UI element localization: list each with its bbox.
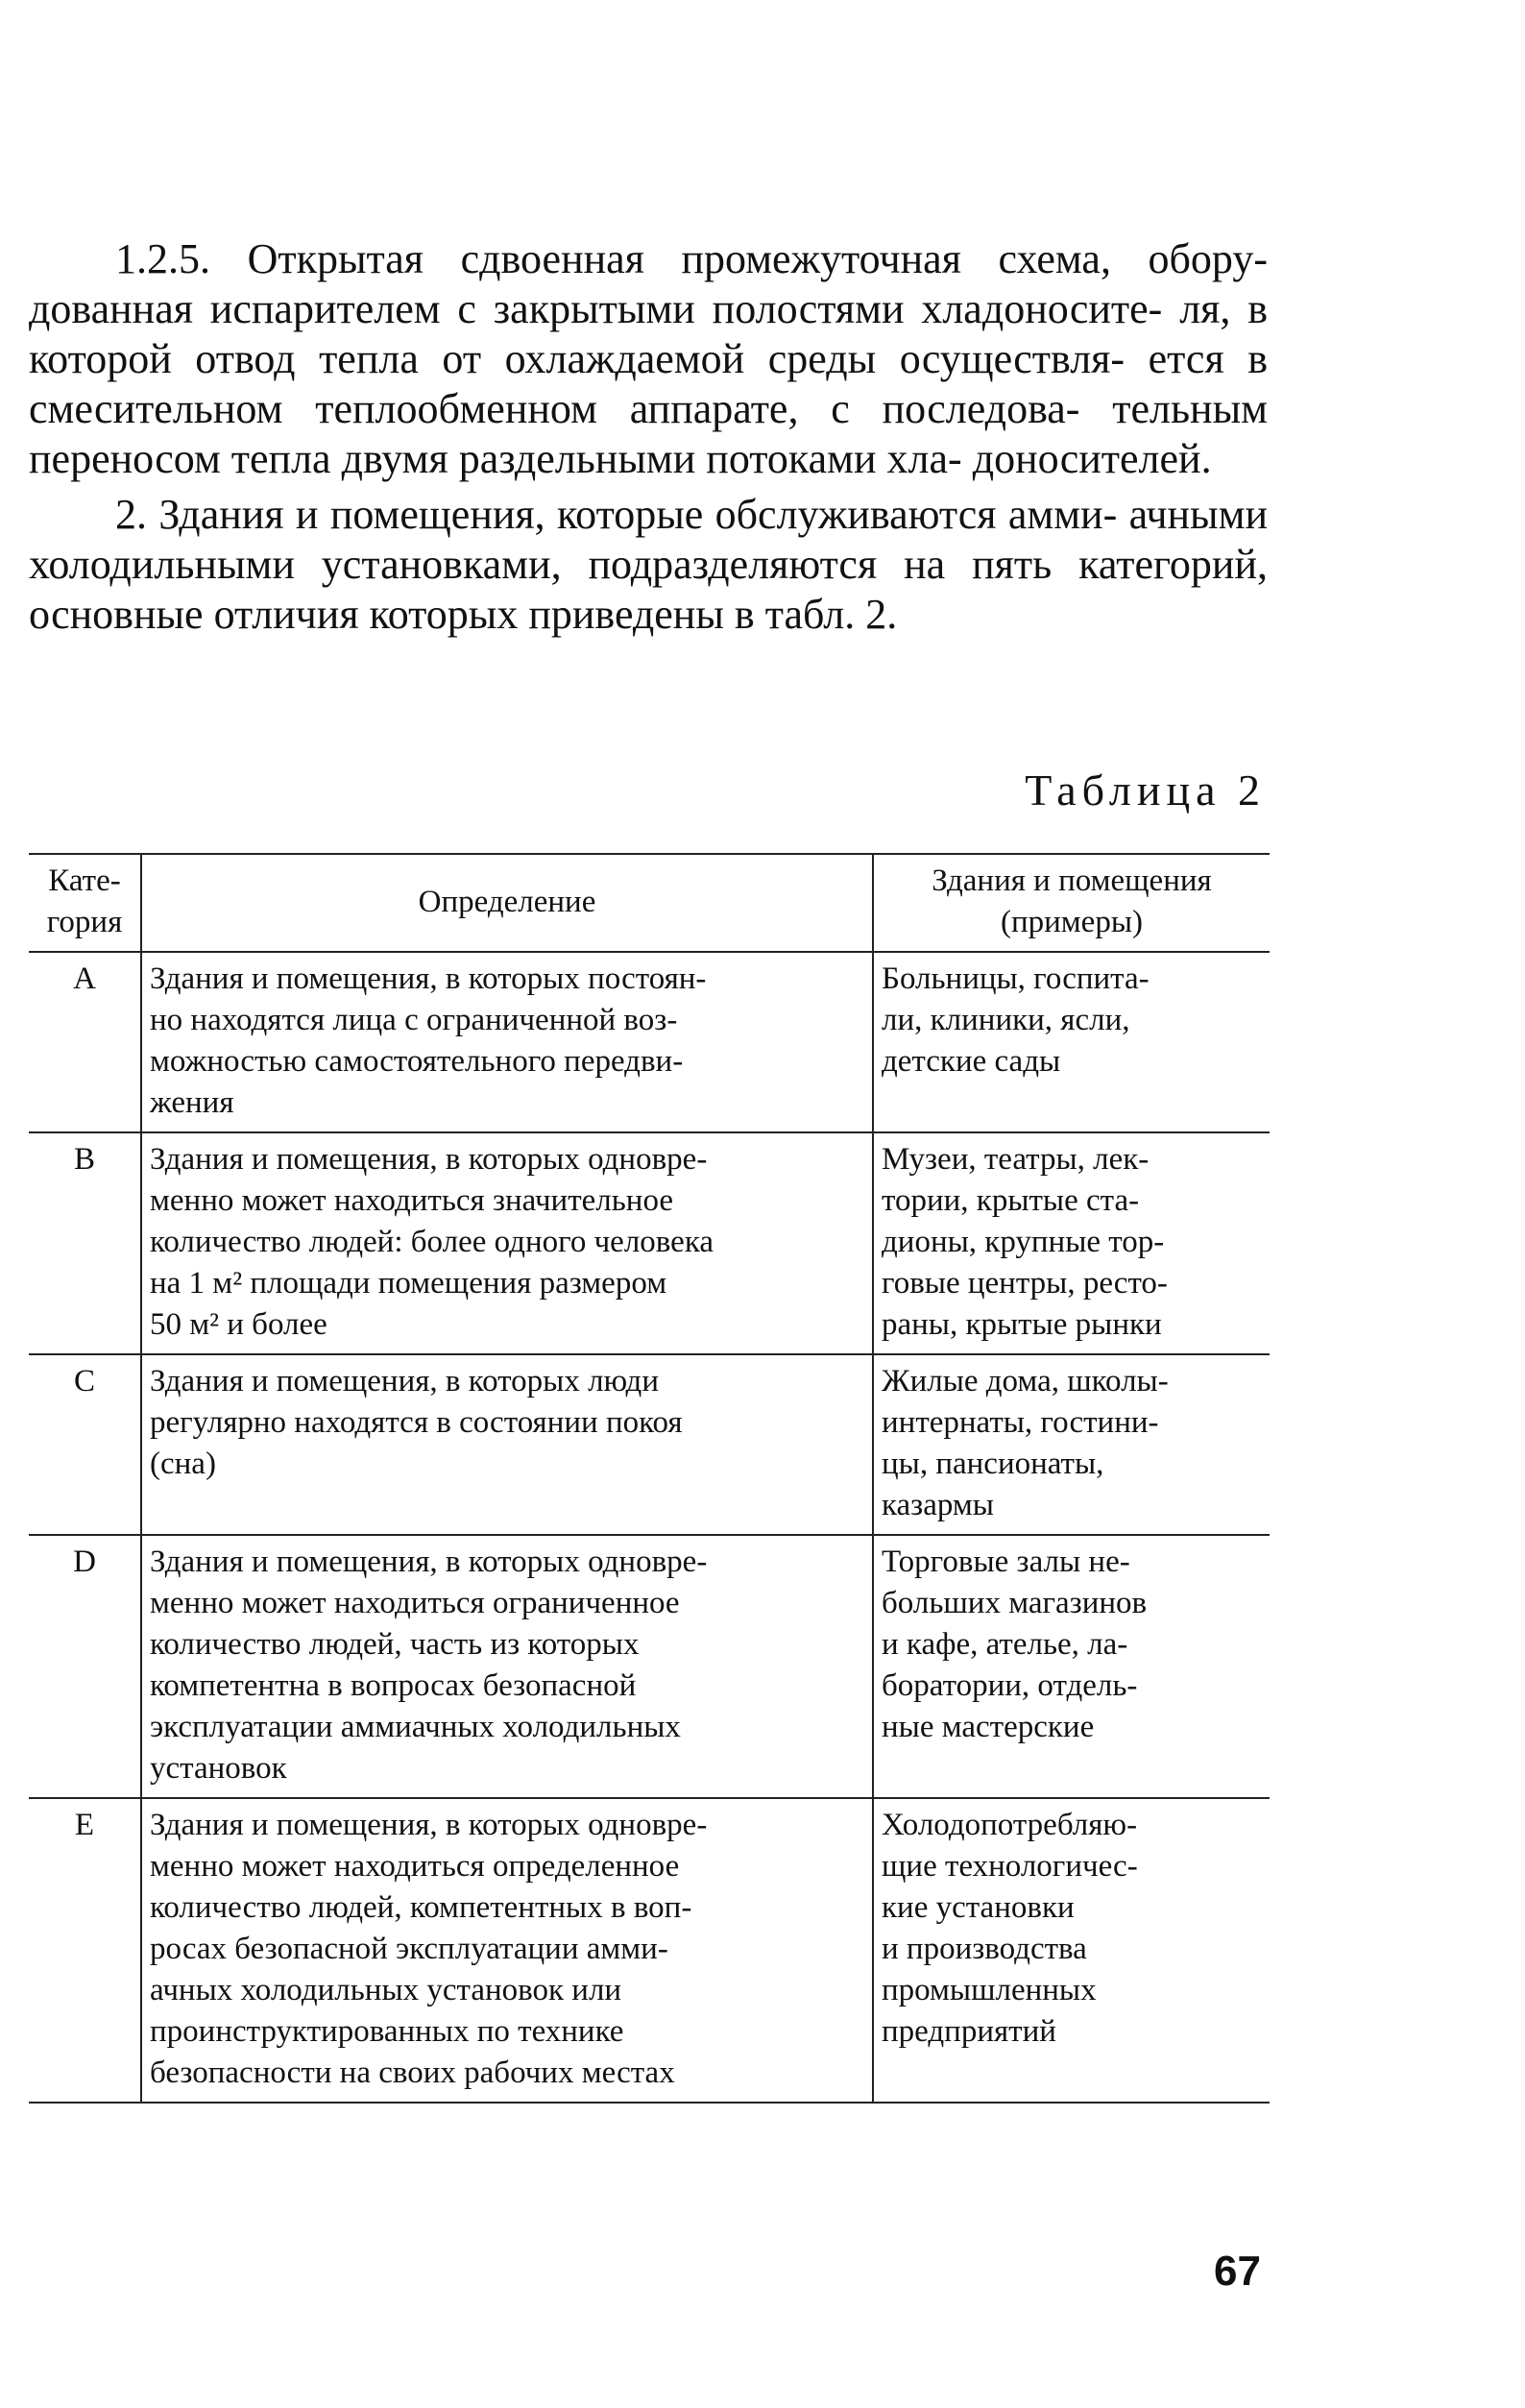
examples-line: Жилые дома, школы- xyxy=(882,1364,1169,1399)
definition-line: Здания и помещения, в которых одновре- xyxy=(150,1808,708,1842)
cell-category: D xyxy=(29,1535,141,1798)
examples-line: кие установки xyxy=(882,1890,1075,1925)
examples-line: говые центры, ресто- xyxy=(882,1266,1168,1301)
examples-line: и кафе, ателье, ла- xyxy=(882,1627,1128,1662)
table-row xyxy=(29,952,1270,1132)
cell-definition xyxy=(141,1354,873,1535)
definition-line: установок xyxy=(150,1751,287,1786)
examples-line: Больницы, госпита- xyxy=(882,961,1150,996)
examples-line: боратории, отдель- xyxy=(882,1668,1138,1703)
paragraph-line: ется в смесительном теплообменном аппарате, с последова- xyxy=(29,335,1268,432)
definition-line: Здания и помещения, в которых постоян- xyxy=(150,961,707,996)
body-text xyxy=(29,234,1268,640)
examples-line: и производства xyxy=(882,1932,1087,1966)
paragraph-line: тельным переносом тепла двумя раздельными потоками хла- xyxy=(29,385,1268,482)
categories-table xyxy=(29,853,1270,2104)
header-examples: Здания и помещения (примеры) xyxy=(873,854,1270,952)
paragraph-line: 2. Здания и помещения, которые обслуживаются амми- xyxy=(115,491,1118,538)
cell-definition xyxy=(141,1132,873,1354)
paragraph-line: 1.2.5. Открытая сдвоенная промежуточная схема, обору- xyxy=(115,235,1268,282)
definition-line: менно может находиться значительное xyxy=(150,1183,674,1218)
paragraph-line: дованная испарителем с закрытыми полостями хладоносите- xyxy=(29,285,1163,332)
definition-line: количество людей, часть из которых xyxy=(150,1627,640,1662)
header-definition: Определение xyxy=(141,854,873,952)
definition-line: жения xyxy=(150,1085,234,1120)
definition-line: Здания и помещения, в которых одновре- xyxy=(150,1142,708,1177)
definition-line: менно может находиться определенное xyxy=(150,1849,680,1884)
table-row xyxy=(29,1132,1270,1354)
examples-line: цы, пансионаты, xyxy=(882,1447,1104,1481)
examples-line: Музеи, театры, лек- xyxy=(882,1142,1150,1177)
paragraph-line: доносителей. xyxy=(972,435,1212,482)
cell-examples xyxy=(873,1354,1270,1535)
definition-line: 50 м² и более xyxy=(150,1307,327,1342)
cell-examples xyxy=(873,952,1270,1132)
examples-line: промышленных xyxy=(882,1973,1097,2007)
examples-line: Торговые залы не- xyxy=(882,1545,1130,1579)
paragraph-line: категорий, основные отличия которых приведены в табл. 2. xyxy=(29,541,1269,638)
definition-line: проинструктированных по технике xyxy=(150,2014,624,2049)
definition-line: Здания и помещения, в которых люди xyxy=(150,1364,659,1399)
paragraph-line: ля, в которой отвод тепла от охлаждаемой среды осуществля- xyxy=(29,285,1268,382)
examples-line: казармы xyxy=(882,1488,994,1522)
definition-line: регулярно находятся в состоянии покоя xyxy=(150,1405,683,1440)
definition-line: можностью самостоятельного передви- xyxy=(150,1044,684,1079)
examples-line: интернаты, гостини- xyxy=(882,1405,1159,1440)
examples-line: Холодопотребляю- xyxy=(882,1808,1138,1842)
examples-line: раны, крытые рынки xyxy=(882,1307,1162,1342)
definition-line: менно может находиться ограниченное xyxy=(150,1586,680,1620)
examples-line: дионы, крупные тор- xyxy=(882,1225,1165,1259)
examples-line: ные мастерские xyxy=(882,1710,1095,1744)
table-header-row xyxy=(29,854,1270,952)
table-caption: Таблица 2 xyxy=(1025,766,1266,815)
definition-line: эксплуатации аммиачных холодильных xyxy=(150,1710,681,1744)
table-row xyxy=(29,1798,1270,2103)
paragraph-line: ачными холодильными установками, подразделяются на пять xyxy=(29,491,1268,588)
cell-examples xyxy=(873,1798,1270,2103)
examples-line: тории, крытые ста- xyxy=(882,1183,1140,1218)
definition-line: ачных холодильных установок или xyxy=(150,1973,622,2007)
examples-line: больших магазинов xyxy=(882,1586,1148,1620)
cell-definition xyxy=(141,1798,873,2103)
cell-examples xyxy=(873,1535,1270,1798)
definition-line: но находятся лица с ограниченной воз- xyxy=(150,1003,678,1037)
examples-line: ли, клиники, ясли, xyxy=(882,1003,1130,1037)
definition-line: количество людей: более одного человека xyxy=(150,1225,714,1259)
examples-line: предприятий xyxy=(882,2014,1056,2049)
examples-line: детские сады xyxy=(882,1044,1061,1079)
definition-line: Здания и помещения, в которых одновре- xyxy=(150,1545,708,1579)
cell-category: B xyxy=(29,1132,141,1354)
header-category: Кате- гория xyxy=(29,854,141,952)
table-row xyxy=(29,1535,1270,1798)
definition-line: росах безопасной эксплуатации амми- xyxy=(150,1932,668,1966)
cell-examples xyxy=(873,1132,1270,1354)
cell-category: E xyxy=(29,1798,141,2103)
definition-line: компетентна в вопросах безопасной xyxy=(150,1668,637,1703)
table-row xyxy=(29,1354,1270,1535)
paragraph-2 xyxy=(29,490,1268,640)
table-body xyxy=(29,952,1270,2103)
page-number: 67 xyxy=(1214,2248,1261,2295)
examples-line: щие технологичес- xyxy=(882,1849,1138,1884)
cell-definition xyxy=(141,1535,873,1798)
cell-category: A xyxy=(29,952,141,1132)
cell-category: C xyxy=(29,1354,141,1535)
definition-line: на 1 м² площади помещения размером xyxy=(150,1266,667,1301)
cell-definition xyxy=(141,952,873,1132)
definition-line: (сна) xyxy=(150,1447,216,1481)
definition-line: количество людей, компетентных в воп- xyxy=(150,1890,692,1925)
paragraph-1-2-5 xyxy=(29,234,1268,484)
categories-table-wrap xyxy=(29,853,1270,2104)
definition-line: безопасности на своих рабочих местах xyxy=(150,2055,675,2090)
